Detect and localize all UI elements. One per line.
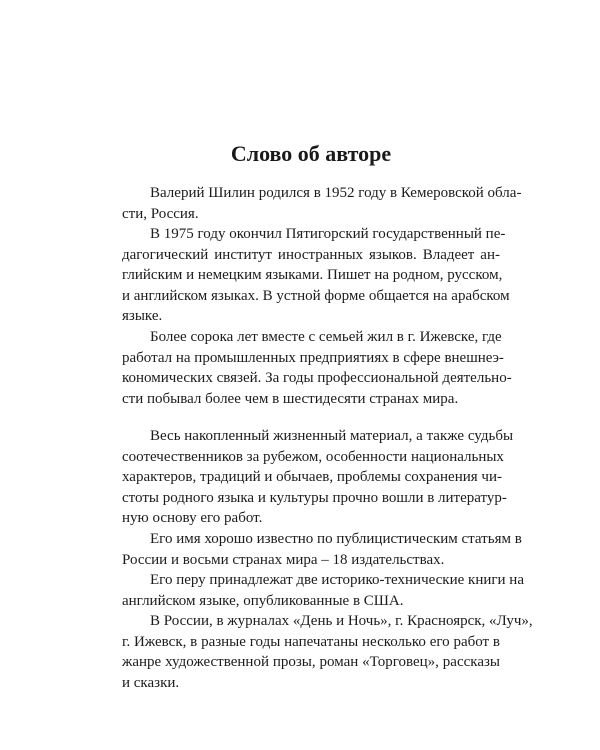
paragraph-books xyxy=(122,570,524,611)
text-line: кономических связей. За годы профессиональной деятельно- xyxy=(122,370,512,387)
text-line: сти побывал более чем в шестидесяти странах мира. xyxy=(122,390,459,407)
text-line: и английском языках. В устной форме общается на арабском xyxy=(122,287,510,304)
text-line: сти, Россия. xyxy=(122,205,199,222)
text-line: ную основу его работ. xyxy=(122,510,263,527)
paragraph-prose xyxy=(122,611,533,693)
paragraph-birth xyxy=(122,183,522,224)
text-line: работал на промышленных предприятиях в сфере внешнеэ- xyxy=(122,349,504,366)
text-line: В России, в журналах «День и Ночь», г. Красноярск, «Луч», xyxy=(150,613,533,629)
text-line: Его имя хорошо известно по публицистическим статьям в xyxy=(150,531,522,547)
paragraph-career xyxy=(122,327,512,409)
text-line: Более сорока лет вместе с семьей жил в г. Ижевске, где xyxy=(150,329,502,345)
paragraph-education xyxy=(122,224,510,327)
text-line: и сказки. xyxy=(122,674,180,691)
text-line: Валерий Шилин родился в 1952 году в Кемеровской обла- xyxy=(150,185,522,201)
text-line: глийским и немецким языками. Пишет на родном, русском, xyxy=(122,267,503,284)
paragraph-material xyxy=(122,426,514,529)
paragraph-publications xyxy=(122,529,522,570)
text-line: английском языке, опубликованные в США. xyxy=(122,592,404,609)
text-line: соотечественников за рубежом, особенности национальных xyxy=(122,448,504,465)
text-line: жанре художественной прозы, роман «Торговец», рассказы xyxy=(122,654,500,671)
page-title: Слово об авторе xyxy=(230,141,392,166)
text-line: стоты родного языка и культуры прочно вошли в литератур- xyxy=(122,489,507,506)
text-line: языке. xyxy=(122,308,163,325)
text-line: дагогический институт иностранных языков. Владеет ан- xyxy=(122,246,500,263)
text-line: России и восьми странах мира – 18 издательствах. xyxy=(122,551,445,568)
text-line: В 1975 году окончил Пятигорский государственный пе- xyxy=(150,226,506,242)
text-line: г. Ижевск, в разные годы напечатаны несколько его работ в xyxy=(122,633,500,650)
text-line: Весь накопленный жизненный материал, а также судьбы xyxy=(150,428,514,444)
text-line: характеров, традиций и обычаев, проблемы сохранения чи- xyxy=(122,469,502,486)
text-line: Его перу принадлежат две историко-технические книги на xyxy=(150,572,524,588)
